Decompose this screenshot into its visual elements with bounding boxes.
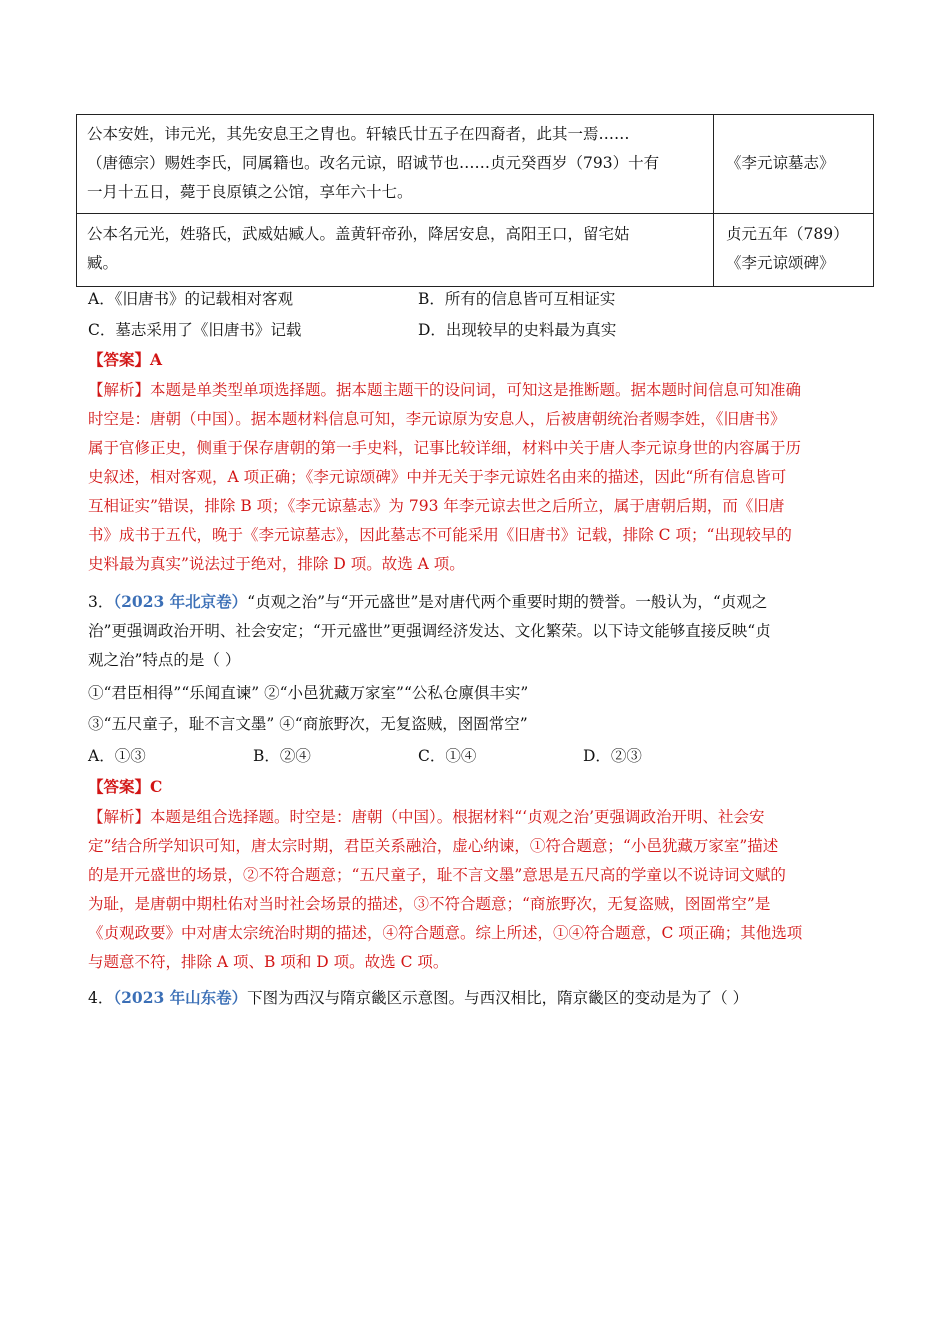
- q3-items-line-2: ③“五尺童子，耻不言文墨” ④“商旅野次，无复盗贼，囹圄常空”: [88, 715, 528, 733]
- analysis-line: 【解析】本题是组合选择题。时空是：唐朝（中国）。根据材料“‘贞观之治’更强调政治开明、社会安: [88, 808, 765, 826]
- q3-stem-line-1: [88, 587, 864, 617]
- table-row: [77, 214, 874, 287]
- q3-option-d: D．②③: [583, 747, 642, 765]
- question-source: （2023 年北京卷）: [113, 592, 248, 611]
- analysis-line: 定”结合所学知识可知，唐太宗时期，君臣关系融洽，虚心纳谏，①符合题意；“小邑犹藏万家室”描述: [88, 837, 779, 855]
- table-text-line: 公本安姓，讳元光，其先安息王之胄也。轩辕氏廿五子在四裔者，此其一焉……: [87, 124, 630, 143]
- table-source-cell: [714, 214, 874, 287]
- table-text-cell: [77, 214, 714, 287]
- analysis-line: 属于官修正史，侧重于保存唐朝的第一手史料，记事比较详细，材料中关于唐人李元谅身世的内容属于历: [88, 439, 802, 457]
- analysis-line: 史叙述，相对客观，A 项正确；《李元谅颂碑》中并无关于李元谅姓名由来的描述，因此“所有信息皆可: [88, 468, 787, 486]
- stem-line: 观之治”特点的是（ ）: [88, 651, 241, 669]
- stem-line: 治”更强调政治开明、社会安定；“开元盛世”更强调经济发达、文化繁荣。以下诗文能够直接反映“贞: [88, 622, 771, 640]
- table-text-line: （唐德宗）赐姓李氏，同属籍也。改名元谅，昭诚节也……贞元癸酉岁（793）十有: [87, 153, 660, 172]
- q3-option-a: A．①③: [88, 747, 146, 765]
- analysis-line: 的是开元盛世的场景，②不符合题意；“五尺童子，耻不言文墨”意思是五尺高的学童以不说诗词文赋的: [88, 866, 786, 884]
- analysis-line: 为耻，是唐朝中期杜佑对当时社会场景的描述，③不符合题意；“商旅野次，无复盗贼，囹圄常空”是: [88, 895, 771, 913]
- q3-analysis: [88, 803, 864, 977]
- table-source-line: 《李元谅墓志》: [726, 153, 835, 172]
- analysis-line: 与题意不符，排除 A 项、B 项和 D 项。故选 C 项。: [88, 953, 449, 971]
- q2-option-b: B．所有的信息皆可互相证实: [418, 290, 616, 308]
- source-table: [76, 114, 874, 287]
- q3-option-c: C．①④: [418, 747, 477, 765]
- q3-items-line-1: ①“君臣相得”“乐闻直谏” ②“小邑犹藏万家室”“公私仓廪俱丰实”: [88, 684, 529, 702]
- table-text-line: 一月十五日，薨于良原镇之公馆，享年六十七。: [87, 182, 413, 201]
- q4-stem: [88, 987, 748, 1009]
- question-number: 4．: [88, 989, 114, 1007]
- table-text-cell: [77, 115, 714, 214]
- q2-option-d: D．出现较早的史料最为真实: [418, 321, 617, 339]
- q3-stem: [88, 587, 864, 675]
- stem-text: 下图为西汉与隋京畿区示意图。与西汉相比，隋京畿区的变动是为了（ ）: [247, 989, 749, 1007]
- q3-answer: 【答案】C: [88, 777, 163, 796]
- table-source-line: 《李元谅颂碑》: [726, 254, 835, 272]
- analysis-line: 《贞观政要》中对唐太宗统治时期的描述，④符合题意。综上所述，①④符合题意，C 项正确；其他选项: [88, 924, 803, 942]
- q2-analysis: [88, 376, 864, 579]
- analysis-line: 【解析】本题是单类型单项选择题。据本题主题干的设问词，可知这是推断题。据本题时间信息可知准确: [88, 381, 802, 399]
- stem-text: “贞观之治”与“开元盛世”是对唐代两个重要时期的赞誉。一般认为，“贞观之: [247, 593, 768, 611]
- table-source-cell: [714, 115, 874, 214]
- q2-option-a: A．《旧唐书》的记载相对客观: [88, 290, 293, 308]
- table-text-line: 臧。: [87, 254, 119, 272]
- analysis-line: 互相证实”错误，排除 B 项；《李元谅墓志》为 793 年李元谅去世之后所立，属于唐朝后期，而《旧唐: [88, 497, 785, 515]
- table-source-line: 贞元五年（789）: [726, 225, 849, 243]
- table-row: [77, 115, 874, 214]
- q2-answer: 【答案】A: [88, 350, 163, 369]
- analysis-line: 书》成书于五代，晚于《李元谅墓志》，因此墓志不可能采用《旧唐书》记载，排除 C 项；“出现较早的: [88, 526, 792, 544]
- analysis-line: 史料最为真实”说法过于绝对，排除 D 项。故选 A 项。: [88, 555, 465, 573]
- question-source: （2023 年山东卷）: [113, 988, 248, 1007]
- analysis-line: 时空是：唐朝（中国）。据本题材料信息可知，李元谅原为安息人，后被唐朝统治者赐李姓，《旧唐书》: [88, 410, 786, 428]
- question-number: 3．: [88, 593, 114, 611]
- table-text-line: 公本名元光，姓骆氏，武威姑臧人。盖黄轩帝孙，降居安息，高阳王口，留宅姑: [87, 225, 630, 243]
- q3-option-b: B．②④: [253, 747, 311, 765]
- q2-option-c: C．墓志采用了《旧唐书》记载: [88, 321, 302, 339]
